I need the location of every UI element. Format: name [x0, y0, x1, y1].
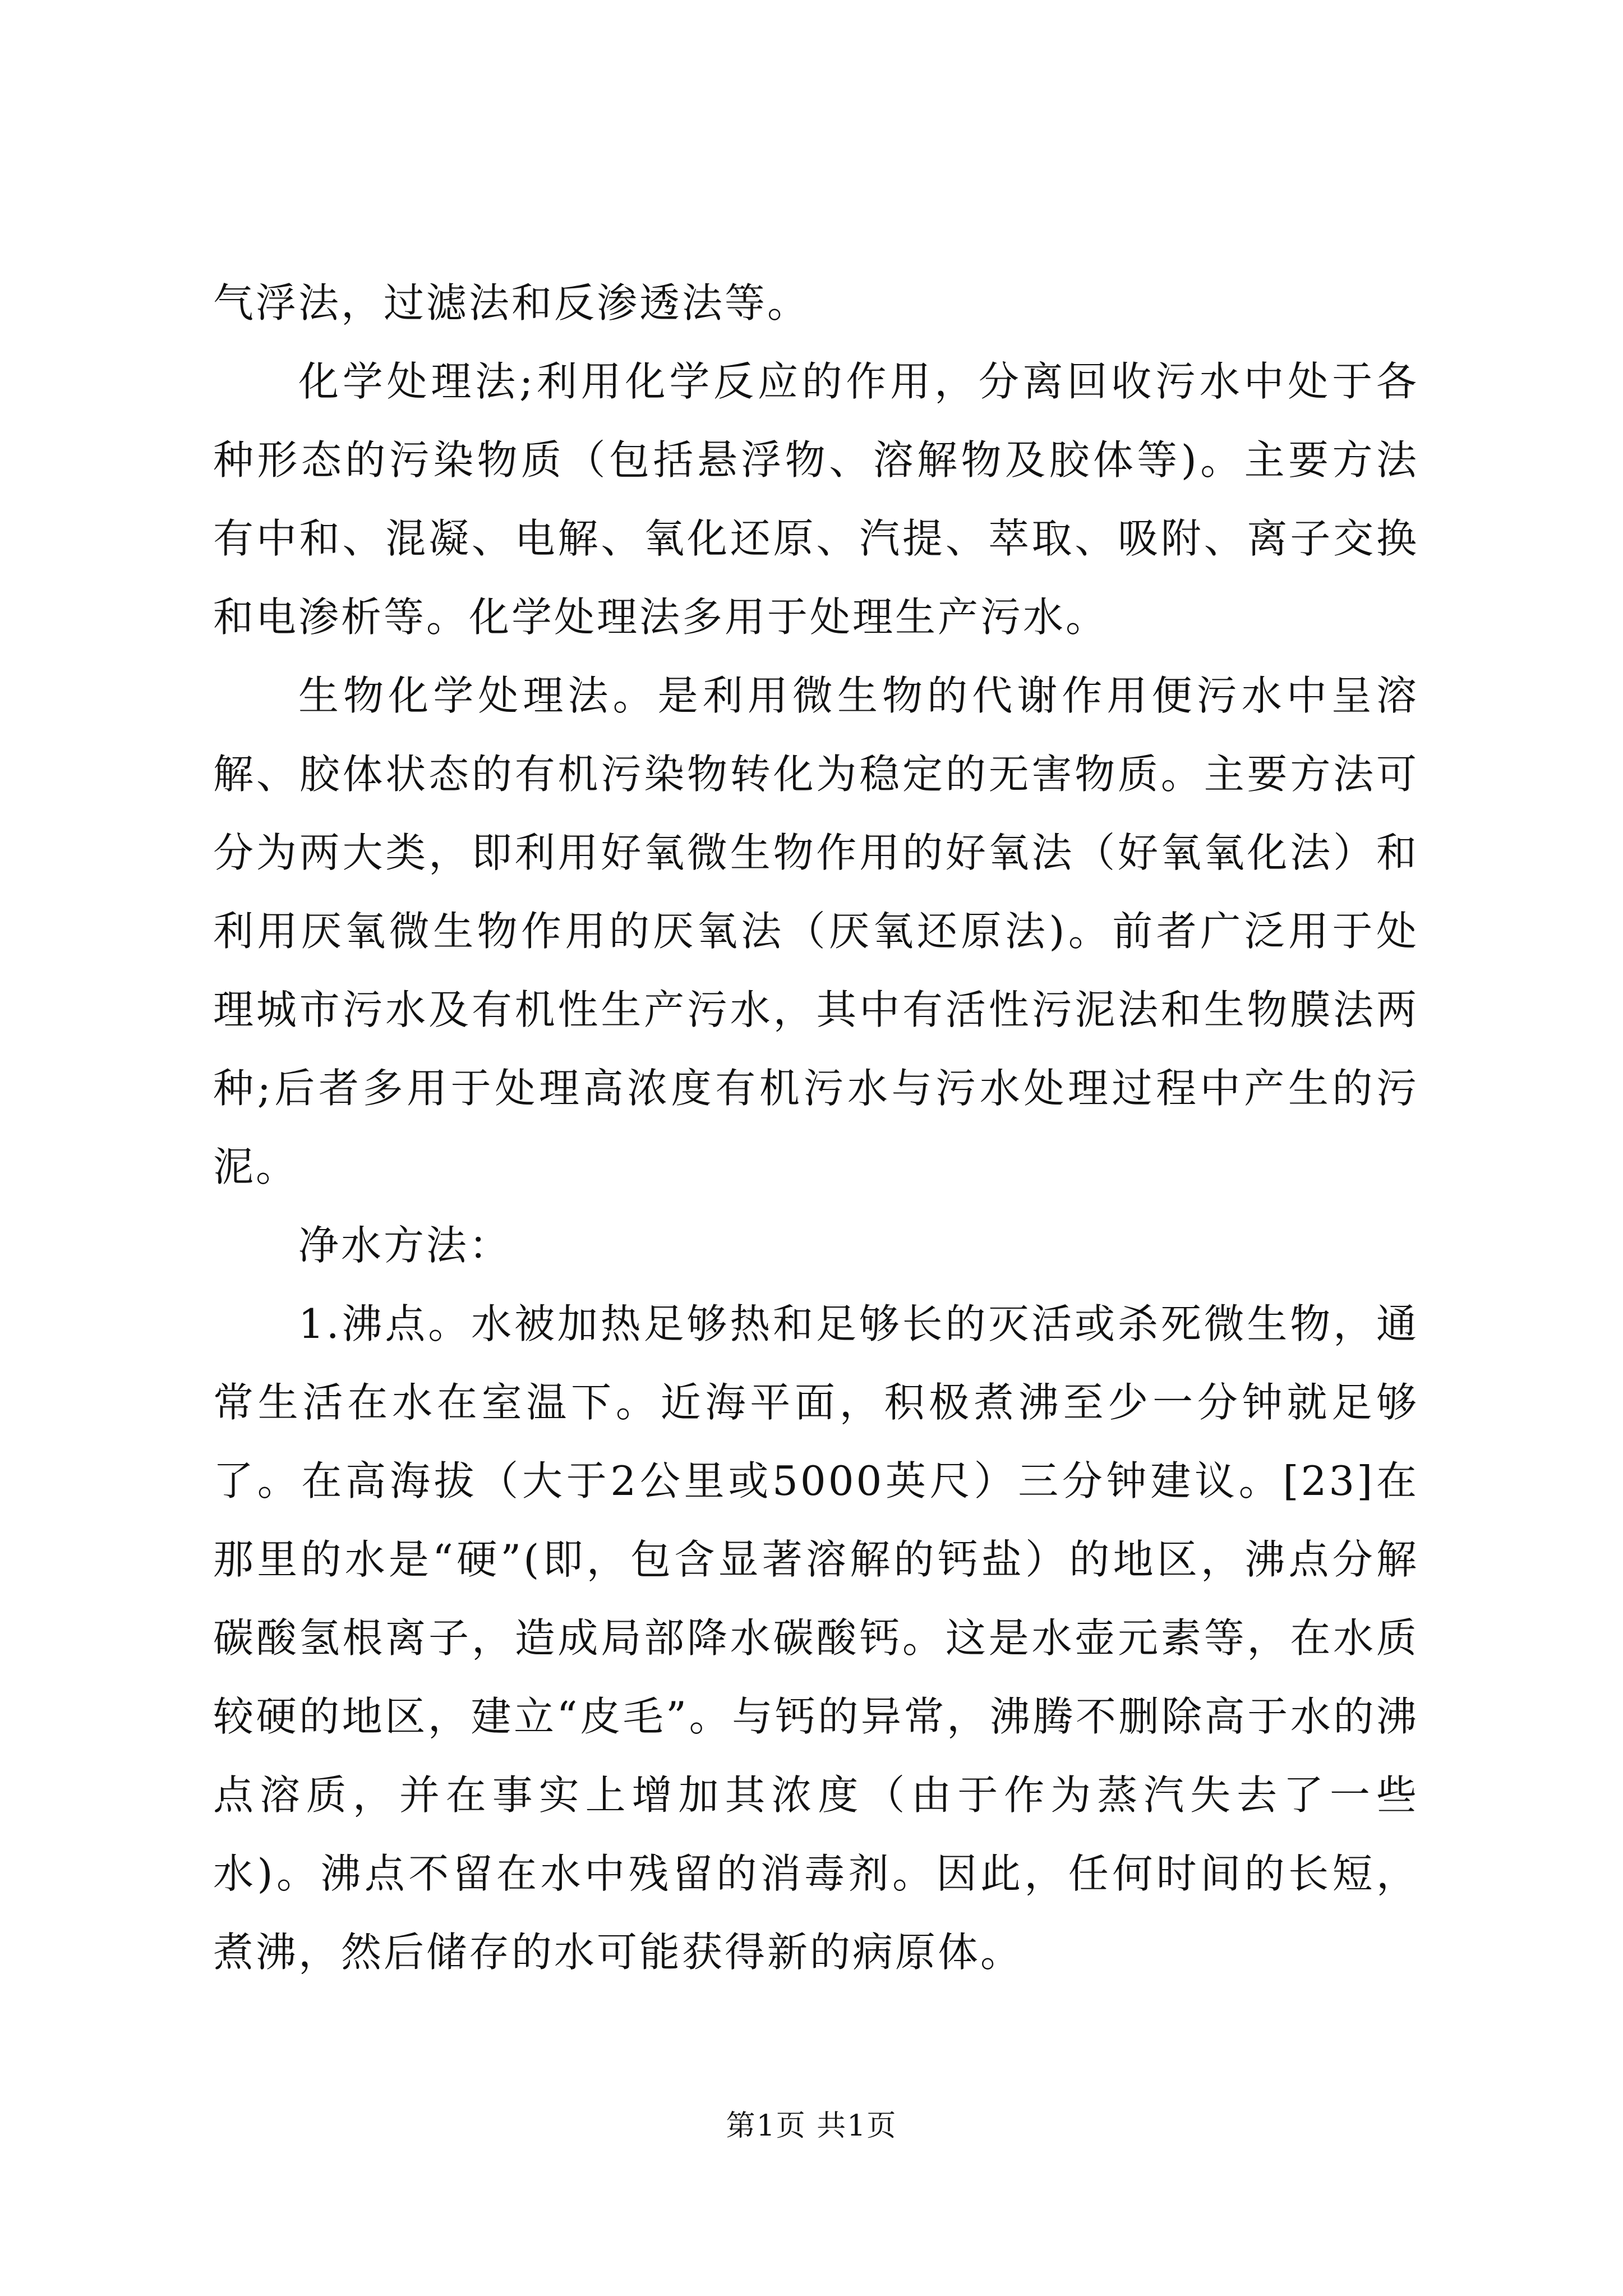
paragraph: 化学处理法;利用化学反应的作用，分离回收污水中处于各种形态的污染物质（包括悬浮物、溶解物及胶体等)。主要方法有中和、混凝、电解、氧化还原、汽提、萃取、吸附、离子交换和电渗析等。化学处理法多用于处理生产污水。: [213, 358, 1419, 641]
paragraph: 生物化学处理法。是利用微生物的代谢作用便污水中呈溶解、胶体状态的有机污染物转化为稳定的无害物质。主要方法可分为两大类，即利用好氧微生物作用的好氧法（好氧氧化法）和利用厌氧微生物作用的厌氧法（厌氧还原法)。前者广泛用于处理城市污水及有机性生产污水，其中有活性污泥法和生物膜法两种;后者多用于处理高浓度有机污水与污水处理过程中产生的污泥。: [213, 672, 1419, 1190]
page-number: 第1页 共1页: [726, 2109, 897, 2143]
paragraph: 净水方法：: [298, 1222, 512, 1269]
page-footer: [0, 2106, 1623, 2146]
document-body: [213, 264, 1419, 1991]
paragraph: 1.沸点。水被加热足够热和足够长的灭活或杀死微生物，通常生活在水在室温下。近海平面，积极煮沸至少一分钟就足够了。在高海拔（大于2公里或5000英尺）三分钟建议。[23]在那里的水是“硬”(即，包含显著溶解的钙盐）的地区，沸点分解碳酸氢根离子，造成局部降水碳酸钙。这是水壶元素等，在水质较硬的地区，建立“皮毛”。与钙的异常，沸腾不删除高于水的沸点溶质，并在事实上增加其浓度（由于作为蒸汽失去了一些水)。沸点不留在水中残留的消毒剂。因此，任何时间的长短，煮沸，然后储存的水可能获得新的病原体。: [213, 1300, 1419, 1976]
paragraph: 气浮法，过滤法和反渗透法等。: [213, 279, 810, 326]
